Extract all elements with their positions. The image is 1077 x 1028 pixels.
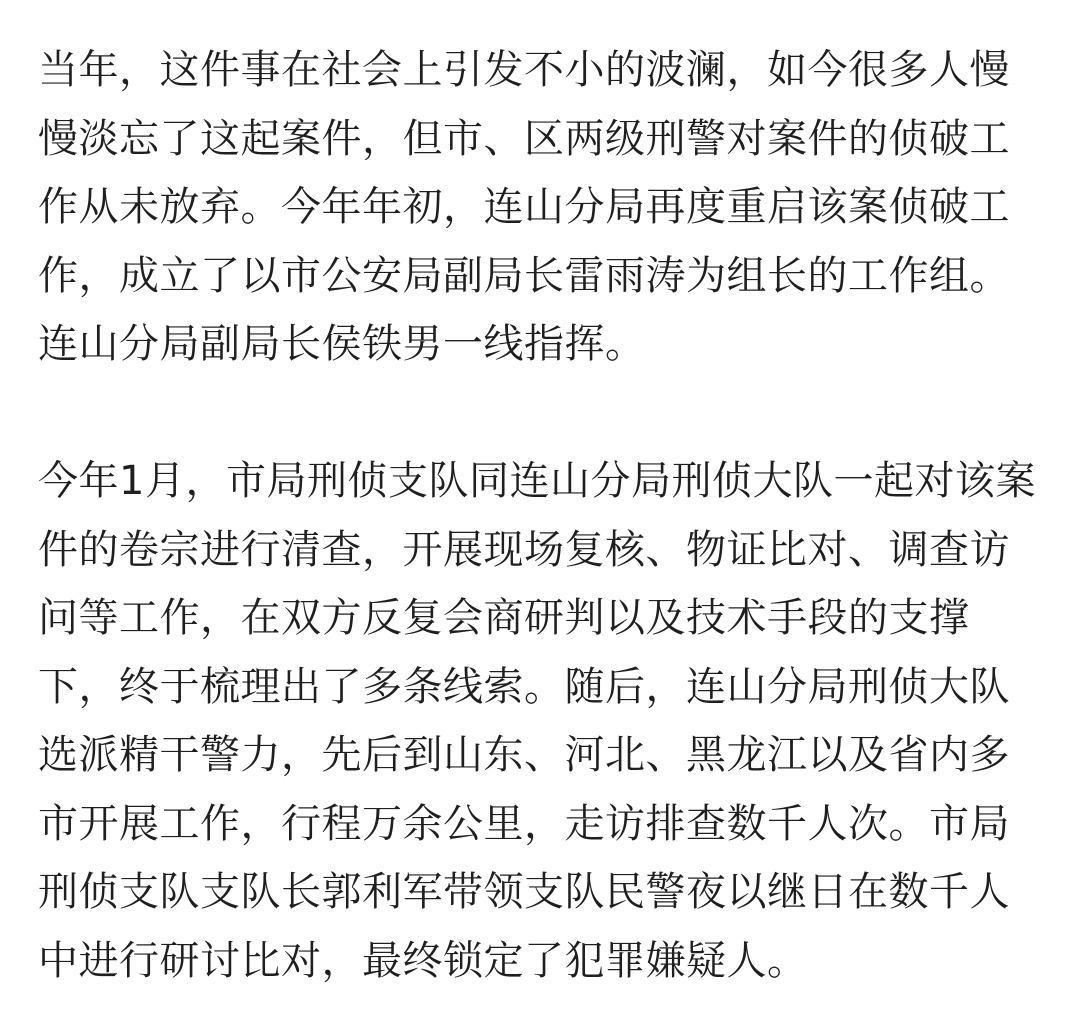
text-line: 刑侦支队支队长郭利军带领支队民警夜以继日在数千人 — [38, 869, 1010, 915]
text-line: 中进行研讨比对，最终锁定了犯罪嫌疑人。 — [38, 937, 808, 984]
text-line: 作从未放弃。今年年初，连山分局再度重启该案侦破工 — [38, 184, 1010, 230]
text-line: 件的卷宗进行清查，开展现场复核、物证比对、调查访 — [38, 526, 1010, 573]
paragraph-gap — [38, 379, 1042, 448]
text-line: 市开展工作，行程万余公里，走访排查数千人次。市局 — [38, 800, 1010, 847]
text-line: 慢淡忘了这起案件，但市、区两级刑警对案件的侦破工 — [38, 115, 1010, 162]
paragraph-2 — [38, 447, 1042, 995]
text-line: 问等工作，在双方反复会商研判以及技术手段的支撑 — [38, 595, 970, 641]
article-body — [38, 36, 1042, 995]
text-line: 下，终于梳理出了多条线索。随后，连山分局刑侦大队 — [38, 663, 1010, 710]
text-line: 当年，这件事在社会上引发不小的波澜，如今很多人慢 — [38, 47, 1010, 93]
text-line: 今年1月，市局刑侦支队同连山分局刑侦大队一起对该案 — [38, 458, 1036, 504]
text-line: 选派精干警力，先后到山东、河北、黑龙江以及省内多 — [38, 732, 1010, 778]
text-line: 连山分局副局长侯铁男一线指挥。 — [38, 321, 646, 367]
text-line: 作，成立了以市公安局副局长雷雨涛为组长的工作组。 — [38, 252, 1010, 299]
paragraph-1 — [38, 36, 1042, 379]
